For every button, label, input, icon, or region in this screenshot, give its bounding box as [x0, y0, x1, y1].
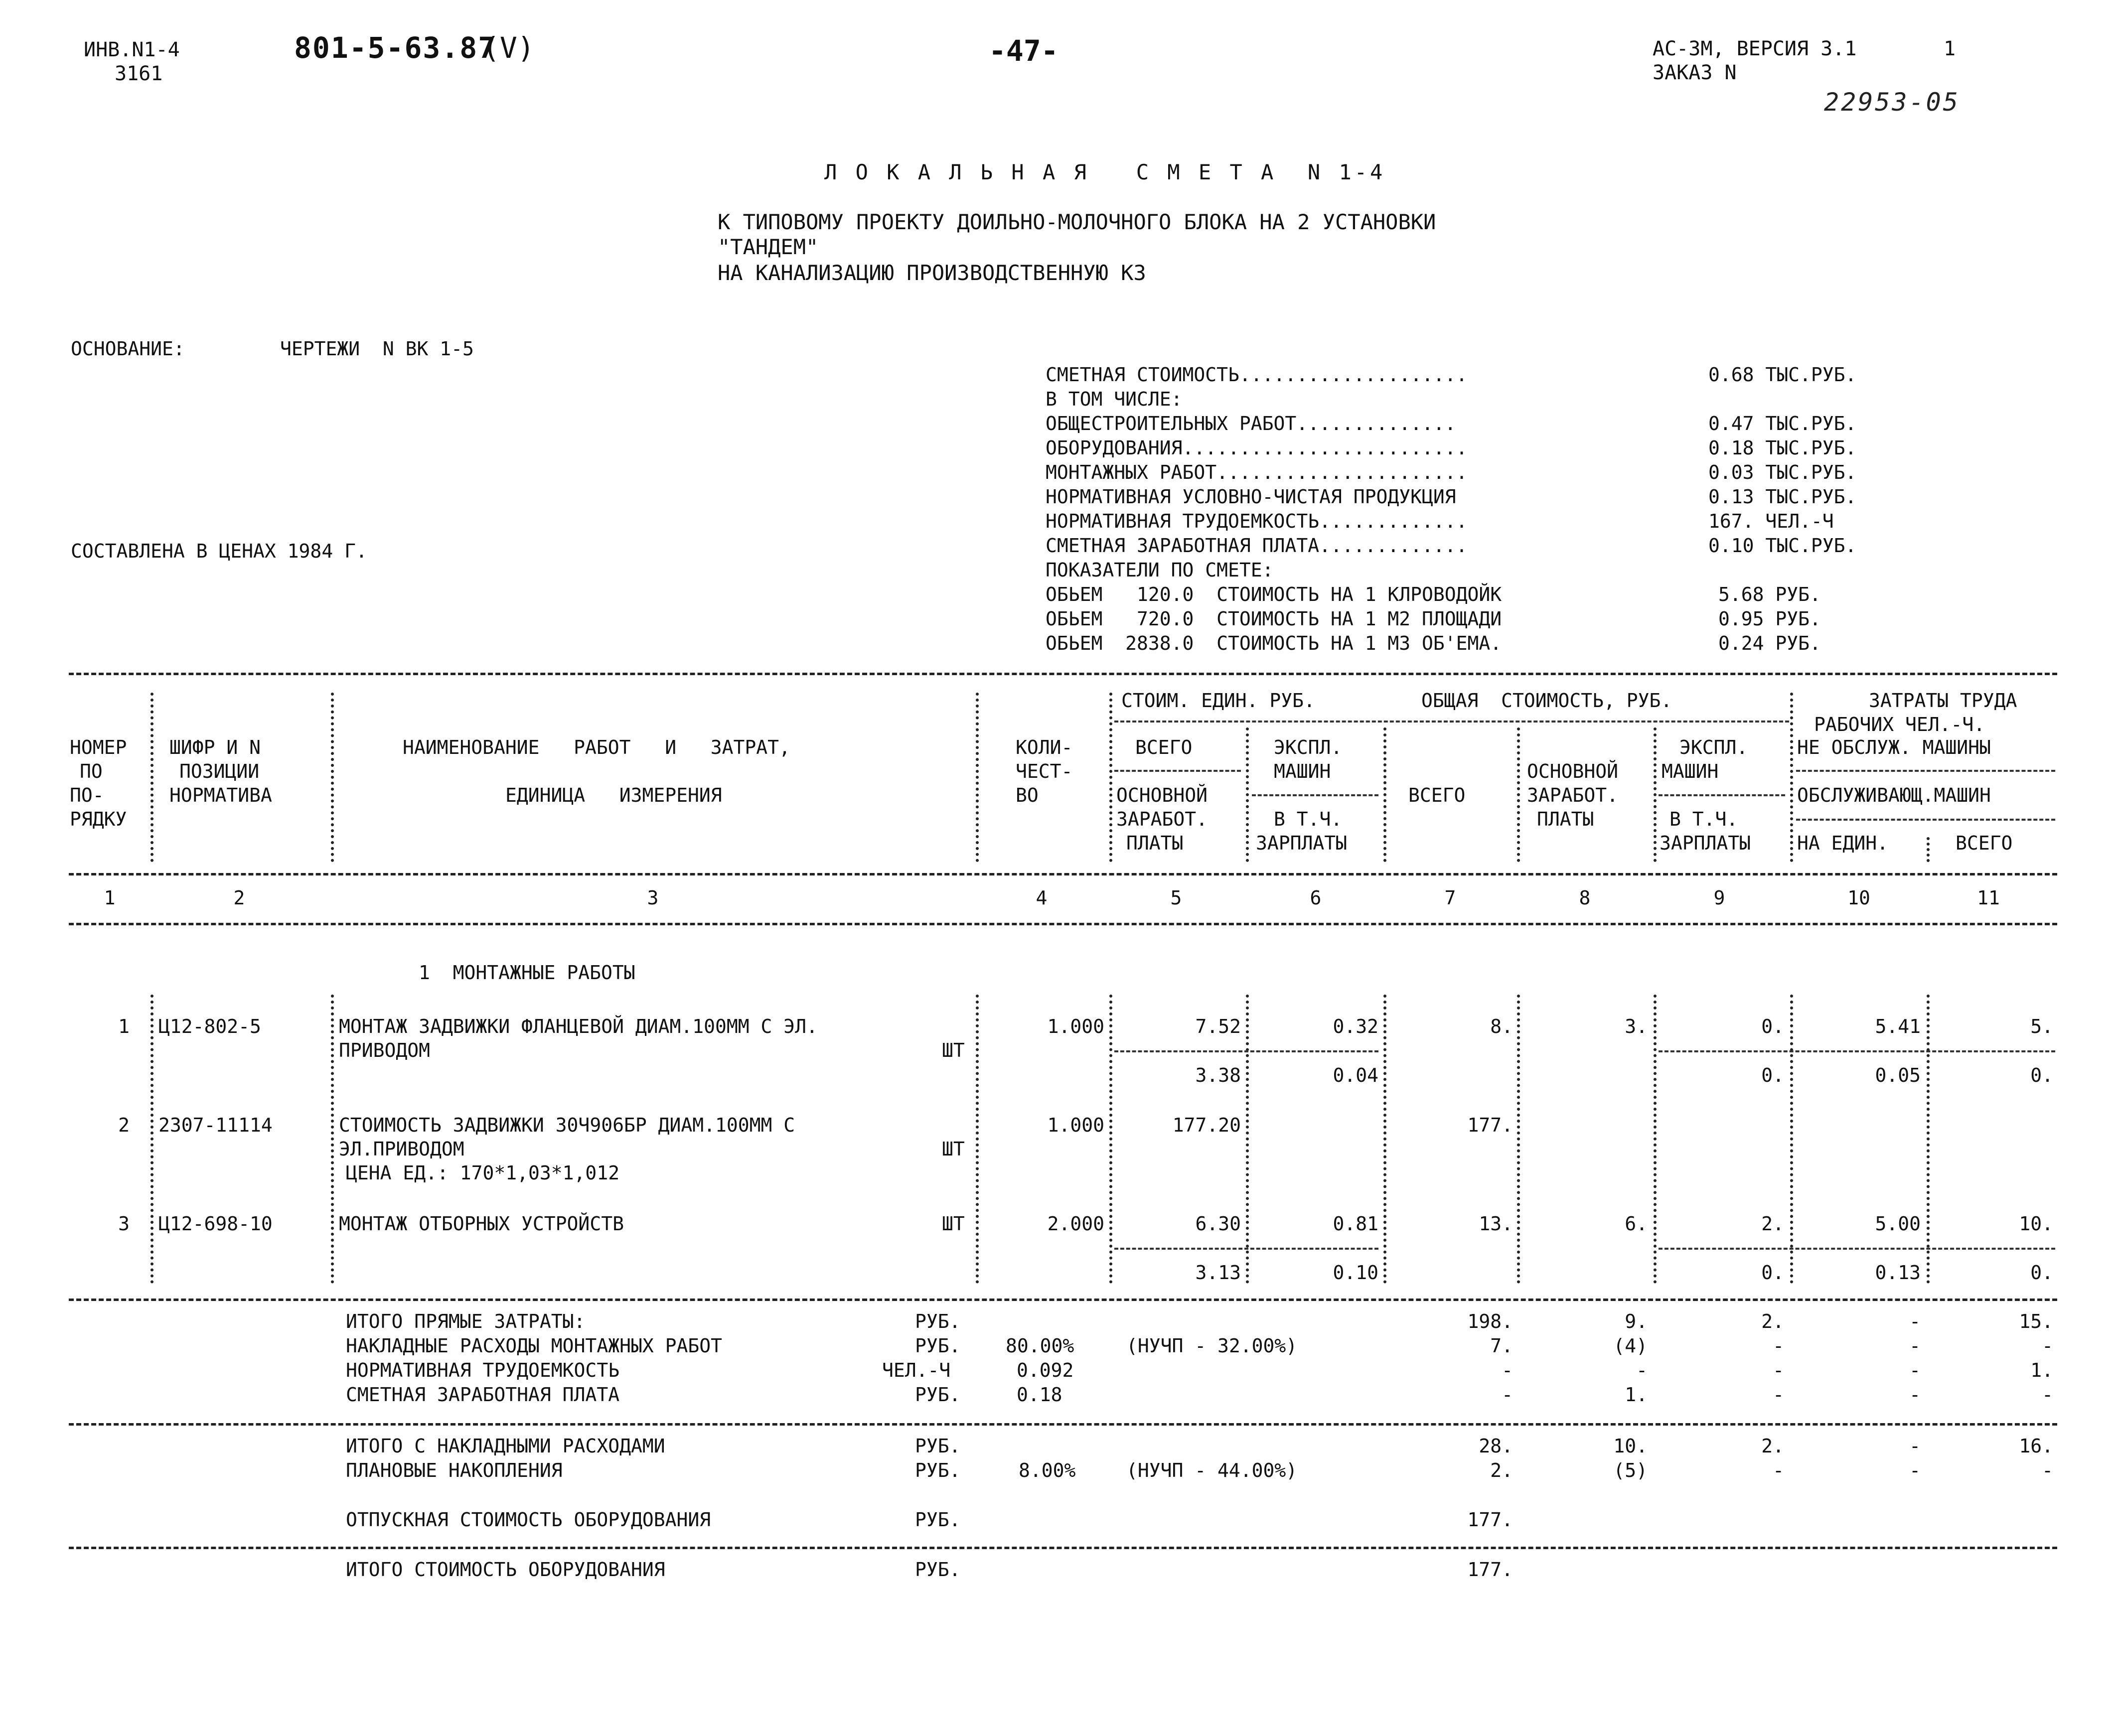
row-c6: 0.81: [1333, 1213, 1378, 1235]
row-c5: 177.20: [1172, 1114, 1241, 1136]
row-c5-wages: 3.13: [1195, 1262, 1241, 1284]
col-1-header: РЯДКУ: [70, 808, 127, 830]
col-number: 8: [1579, 887, 1591, 909]
total-cost-header: ОБЩАЯ СТОИМОСТЬ, РУБ.: [1421, 690, 1672, 712]
row-c9: 0.: [1761, 1015, 1784, 1037]
album-number: (V): [482, 31, 535, 65]
total-c10: -: [1909, 1435, 1921, 1457]
row-name: СТОИМОСТЬ ЗАДВИЖКИ 30Ч906БР ДИАМ.100ММ С: [339, 1114, 795, 1136]
col-9-header: ЗАРПЛАТЫ: [1660, 832, 1751, 854]
header-separator: [1246, 727, 1252, 862]
header-subrule: [1796, 819, 2055, 821]
row-c7: 8.: [1490, 1015, 1513, 1037]
row-c6: 0.32: [1333, 1015, 1378, 1037]
equipment-unit: РУБ.: [915, 1509, 961, 1531]
section-title: 1 МОНТАЖНЫЕ РАБОТЫ: [419, 962, 635, 984]
total-c11: 15.: [2019, 1310, 2053, 1332]
row-unit: ШТ: [942, 1213, 965, 1235]
total-label: НОРМАТИВНАЯ ТРУДОЕМКОСТЬ: [346, 1359, 620, 1381]
row-c9-wages: 0.: [1761, 1262, 1784, 1284]
body-separator: [331, 995, 337, 1284]
total-rate: 8.00%: [1019, 1459, 1076, 1481]
summary-label: ОБОРУДОВАНИЯ.........................: [1046, 437, 1468, 459]
row-c5: 6.30: [1195, 1213, 1241, 1235]
row-c5-wages: 3.38: [1195, 1064, 1241, 1086]
total-c9: 2.: [1761, 1310, 1784, 1332]
summary-label: МОНТАЖНЫХ РАБОТ......................: [1046, 461, 1468, 483]
equipment-total-c7: 177.: [1467, 1559, 1513, 1581]
header-separator: [331, 693, 337, 862]
header-subrule: [1796, 770, 2055, 772]
title-line-2: "ТАНДЕМ": [718, 235, 819, 259]
total-c7: 198.: [1467, 1310, 1513, 1332]
col-2-header: ШИФР И N: [169, 736, 261, 758]
total-unit: РУБ.: [915, 1384, 961, 1406]
row-unit: ШТ: [942, 1138, 965, 1160]
order-number: 22953-05: [1824, 88, 1960, 117]
row-c11-wages: 0.: [2030, 1262, 2053, 1284]
header-separator: [1790, 693, 1796, 862]
summary-value: 0.03 ТЫС.РУБ.: [1708, 461, 1857, 483]
col-4-header: КОЛИ-: [1016, 736, 1073, 758]
summary-label: НОРМАТИВНАЯ ТРУДОЕМКОСТЬ.............: [1046, 510, 1468, 532]
program-version: АС-3М, ВЕРСИЯ 3.1: [1653, 37, 1857, 60]
body-separator: [1654, 995, 1660, 1284]
total-label: ИТОГО ПРЯМЫЕ ЗАТРАТЫ:: [346, 1310, 586, 1332]
summary-value: 0.68 ТЫС.РУБ.: [1708, 364, 1857, 386]
col-1-header: ПО-: [70, 784, 104, 806]
row-name: МОНТАЖ ОТБОРНЫХ УСТРОЙСТВ: [339, 1213, 624, 1235]
col-number: 7: [1444, 887, 1456, 909]
header-subrule: [1252, 794, 1378, 796]
col-3-header: ЕДИНИЦА ИЗМЕРЕНИЯ: [505, 784, 722, 806]
row-c11: 5.: [2030, 1015, 2053, 1037]
total-c11: 16.: [2019, 1435, 2053, 1457]
total-unit: РУБ.: [915, 1310, 961, 1332]
row-c10: 5.41: [1875, 1015, 1921, 1037]
header-separator: [1383, 727, 1389, 862]
total-label: ИТОГО С НАКЛАДНЫМИ РАСХОДАМИ: [346, 1435, 665, 1457]
equipment-c7: 177.: [1467, 1509, 1513, 1531]
col-8-header: ЗАРАБОТ.: [1527, 784, 1619, 806]
body-separator: [976, 995, 982, 1284]
col-3-header: НАИМЕНОВАНИЕ РАБОТ И ЗАТРАТ,: [403, 736, 790, 758]
row-c10-wages: 0.05: [1875, 1064, 1921, 1086]
summary-label: ОБЩЕСТРОИТЕЛЬНЫХ РАБОТ..............: [1046, 413, 1456, 434]
col-6-header: ЭКСПЛ.: [1274, 736, 1343, 758]
total-c9: -: [1773, 1359, 1784, 1381]
summary-value: 0.10 ТЫС.РУБ.: [1708, 535, 1857, 557]
header-separator: [1927, 837, 1933, 862]
header-rule: [69, 873, 2057, 875]
total-note: (НУЧП - 44.00%): [1126, 1459, 1298, 1481]
row-code: 2307-11114: [158, 1114, 273, 1136]
total-c11: -: [2042, 1459, 2053, 1481]
total-label: СМЕТНАЯ ЗАРАБОТНАЯ ПЛАТА: [346, 1384, 620, 1406]
total-c10: -: [1909, 1459, 1921, 1481]
table-top-rule: [69, 673, 2057, 675]
total-c8: 9.: [1625, 1310, 1648, 1332]
inventory-label: ИНВ.N1-4: [84, 38, 180, 61]
summary-label: ОБЬЕМ 720.0 СТОИМОСТЬ НА 1 М2 ПЛОЩАДИ: [1046, 608, 1502, 630]
row-qty: 1.000: [1047, 1114, 1104, 1136]
total-rate: 0.092: [1017, 1359, 1074, 1381]
body-separator: [1383, 995, 1389, 1284]
page-number: -47-: [989, 34, 1059, 68]
row-c5: 7.52: [1195, 1015, 1241, 1037]
summary-value: 0.47 ТЫС.РУБ.: [1708, 413, 1857, 434]
row-number: 1: [118, 1015, 130, 1037]
col-1-header: ПО: [80, 760, 103, 782]
summary-label: ПОКАЗАТЕЛИ ПО СМЕТЕ:: [1046, 559, 1274, 581]
title-line-1: К ТИПОВОМУ ПРОЕКТУ ДОИЛЬНО-МОЛОЧНОГО БЛОКА НА 2 УСТАНОВКИ: [718, 210, 1436, 234]
basis-value: ЧЕРТЕЖИ N ВК 1-5: [280, 338, 474, 360]
labor-header: РАБОЧИХ ЧЕЛ.-Ч.: [1814, 714, 1985, 735]
total-c9: -: [1773, 1459, 1784, 1481]
row-unit: ШТ: [942, 1039, 965, 1061]
program-sheet: 1: [1944, 37, 1956, 60]
header-separator: [1517, 727, 1523, 862]
row-name: ПРИВОДОМ: [339, 1039, 431, 1061]
header-subrule: [1659, 794, 1785, 796]
total-c8: 1.: [1625, 1384, 1648, 1406]
body-separator: [1517, 995, 1523, 1284]
total-unit: ЧЕЛ.-Ч: [882, 1359, 951, 1381]
row-code: Ц12-698-10: [158, 1213, 273, 1235]
col-4-header: ЧЕСТ-: [1016, 760, 1073, 782]
total-c8: -: [1636, 1359, 1648, 1381]
row-subrule: [1114, 1050, 1378, 1052]
col-5-header: ВСЕГО: [1135, 736, 1193, 758]
col-number: 4: [1036, 887, 1048, 909]
price-base: СОСТАВЛЕНА В ЦЕНАХ 1984 Г.: [71, 540, 367, 562]
col-6-header: В Т.Ч.: [1274, 808, 1343, 830]
header-separator: [1109, 693, 1115, 862]
row-c6-wages: 0.10: [1333, 1262, 1378, 1284]
row-c10-wages: 0.13: [1875, 1262, 1921, 1284]
total-c7: 7.: [1490, 1335, 1513, 1357]
col-4-header: ВО: [1016, 784, 1039, 806]
summary-value: 0.24 РУБ.: [1718, 632, 1821, 654]
row-name: ЦЕНА ЕД.: 170*1,03*1,012: [346, 1162, 620, 1184]
row-name: ЭЛ.ПРИВОДОМ: [339, 1138, 464, 1160]
total-note: (НУЧП - 32.00%): [1126, 1335, 1298, 1357]
body-separator: [151, 995, 156, 1284]
total-c7: -: [1502, 1384, 1513, 1406]
col-10-header: НА ЕДИН.: [1797, 832, 1889, 854]
total-c11: 1.: [2030, 1359, 2053, 1381]
col-9-header: МАШИН: [1662, 760, 1719, 782]
body-separator: [1246, 995, 1252, 1284]
inventory-number: 3161: [115, 62, 163, 85]
row-subrule: [1659, 1050, 2055, 1052]
project-code: 801-5-63.87: [294, 31, 497, 65]
total-c10: -: [1909, 1359, 1921, 1381]
total-c11: -: [2042, 1335, 2053, 1357]
row-subrule: [1114, 1248, 1378, 1250]
total-c7: -: [1502, 1359, 1513, 1381]
total-label: НАКЛАДНЫЕ РАСХОДЫ МОНТАЖНЫХ РАБОТ: [346, 1335, 722, 1357]
col-6-header: МАШИН: [1274, 760, 1331, 782]
equipment-label: ОТПУСКНАЯ СТОИМОСТЬ ОБОРУДОВАНИЯ: [346, 1509, 711, 1531]
row-c11-wages: 0.: [2030, 1064, 2053, 1086]
col-7-header: ВСЕГО: [1408, 784, 1466, 806]
summary-label: НОРМАТИВНАЯ УСЛОВНО-ЧИСТАЯ ПРОДУКЦИЯ: [1046, 486, 1456, 508]
basis-label: ОСНОВАНИЕ:: [71, 338, 185, 360]
col-number: 9: [1713, 887, 1725, 909]
total-label: ПЛАНОВЫЕ НАКОПЛЕНИЯ: [346, 1459, 563, 1481]
col-8-header: ПЛАТЫ: [1537, 808, 1594, 830]
row-subrule: [1659, 1248, 2055, 1250]
labor-header: ЗАТРАТЫ ТРУДА: [1869, 690, 2017, 712]
row-c10: 5.00: [1875, 1213, 1921, 1235]
col-number: 3: [647, 887, 659, 909]
col-6-header: ЗАРПЛАТЫ: [1256, 832, 1348, 854]
row-number: 3: [118, 1213, 130, 1235]
document-title: Л О К А Л Ь Н А Я С М Е Т А N 1-4: [824, 160, 1386, 184]
col-8-header: ОСНОВНОЙ: [1527, 760, 1619, 782]
row-name: МОНТАЖ ЗАДВИЖКИ ФЛАНЦЕВОЙ ДИАМ.100ММ С ЭЛ.: [339, 1015, 818, 1037]
summary-value: 167. ЧЕЛ.-Ч: [1708, 510, 1834, 532]
header-subrule: [1114, 721, 1789, 723]
col-10-11-header: ОБСЛУЖИВАЮЩ.МАШИН: [1797, 784, 1991, 806]
col-9-header: ЭКСПЛ.: [1679, 736, 1748, 758]
summary-label: ОБЬЕМ 120.0 СТОИМОСТЬ НА 1 КЛРОВОДОЙК: [1046, 583, 1502, 605]
col-2-header: НОРМАТИВА: [169, 784, 272, 806]
row-c9: 2.: [1761, 1213, 1784, 1235]
row-qty: 2.000: [1047, 1213, 1104, 1235]
summary-value: 5.68 РУБ.: [1718, 583, 1821, 605]
row-c8: 6.: [1625, 1213, 1648, 1235]
col-9-header: В Т.Ч.: [1669, 808, 1738, 830]
total-unit: РУБ.: [915, 1335, 961, 1357]
col-5-header: ЗАРАБОТ.: [1116, 808, 1208, 830]
body-end-rule: [69, 1299, 2057, 1301]
col-10-11-header: НЕ ОБСЛУЖ. МАШИНЫ: [1797, 736, 1991, 758]
total-c8: (5): [1613, 1459, 1648, 1481]
row-qty: 1.000: [1047, 1015, 1104, 1037]
header-subrule: [1114, 770, 1241, 772]
total-c7: 28.: [1479, 1435, 1513, 1457]
row-c11: 10.: [2019, 1213, 2053, 1235]
row-c7: 177.: [1467, 1114, 1513, 1136]
body-separator: [1790, 995, 1796, 1284]
header-separator: [151, 693, 156, 862]
summary-label: СМЕТНАЯ ЗАРАБОТНАЯ ПЛАТА.............: [1046, 535, 1468, 557]
header-separator: [976, 693, 982, 862]
col-number: 2: [233, 887, 245, 909]
col-5-header: ОСНОВНОЙ: [1116, 784, 1208, 806]
col-5-header: ПЛАТЫ: [1126, 832, 1184, 854]
totals-rule: [69, 1423, 2057, 1426]
equipment-total-label: ИТОГО СТОИМОСТЬ ОБОРУДОВАНИЯ: [346, 1559, 665, 1581]
summary-value: 0.13 ТЫС.РУБ.: [1708, 486, 1857, 508]
equipment-total-unit: РУБ.: [915, 1559, 961, 1581]
total-c9: 2.: [1761, 1435, 1784, 1457]
col-number: 6: [1310, 887, 1322, 909]
summary-value: 0.95 РУБ.: [1718, 608, 1821, 630]
row-c6-wages: 0.04: [1333, 1064, 1378, 1086]
col-number: 10: [1847, 887, 1870, 909]
total-rate: 0.18: [1017, 1384, 1062, 1406]
summary-label: В ТОМ ЧИСЛЕ:: [1046, 388, 1183, 410]
total-c10: -: [1909, 1335, 1921, 1357]
col-2-header: ПОЗИЦИИ: [179, 760, 260, 782]
total-c10: -: [1909, 1384, 1921, 1406]
total-c8: 10.: [1613, 1435, 1648, 1457]
total-unit: РУБ.: [915, 1459, 961, 1481]
summary-label: ОБЬЕМ 2838.0 СТОИМОСТЬ НА 1 М3 ОБ'ЕМА.: [1046, 632, 1502, 654]
row-c7: 13.: [1479, 1213, 1513, 1235]
row-c8: 3.: [1625, 1015, 1648, 1037]
order-label: ЗАКАЗ N: [1653, 61, 1737, 84]
total-c9: -: [1773, 1384, 1784, 1406]
summary-label: СМЕТНАЯ СТОИМОСТЬ....................: [1046, 364, 1468, 386]
column-numbers-rule: [69, 923, 2057, 925]
total-unit: РУБ.: [915, 1435, 961, 1457]
total-c9: -: [1773, 1335, 1784, 1357]
title-line-3: НА КАНАЛИЗАЦИЮ ПРОИЗВОДСТВЕННУЮ К3: [718, 261, 1146, 285]
summary-value: 0.18 ТЫС.РУБ.: [1708, 437, 1857, 459]
col-number: 11: [1977, 887, 2000, 909]
row-code: Ц12-802-5: [158, 1015, 261, 1037]
total-c10: -: [1909, 1310, 1921, 1332]
col-number: 5: [1170, 887, 1182, 909]
total-rate: 80.00%: [1006, 1335, 1074, 1357]
col-11-header: ВСЕГО: [1956, 832, 2013, 854]
body-separator: [1927, 995, 1933, 1284]
col-number: 1: [104, 887, 116, 909]
total-c11: -: [2042, 1384, 2053, 1406]
row-number: 2: [118, 1114, 130, 1136]
total-c8: (4): [1613, 1335, 1648, 1357]
equipment-rule: [69, 1547, 2057, 1549]
unit-cost-header: СТОИМ. ЕДИН. РУБ.: [1121, 690, 1315, 712]
body-separator: [1109, 995, 1115, 1284]
total-c7: 2.: [1490, 1459, 1513, 1481]
row-c9-wages: 0.: [1761, 1064, 1784, 1086]
col-1-header: НОМЕР: [70, 736, 127, 758]
